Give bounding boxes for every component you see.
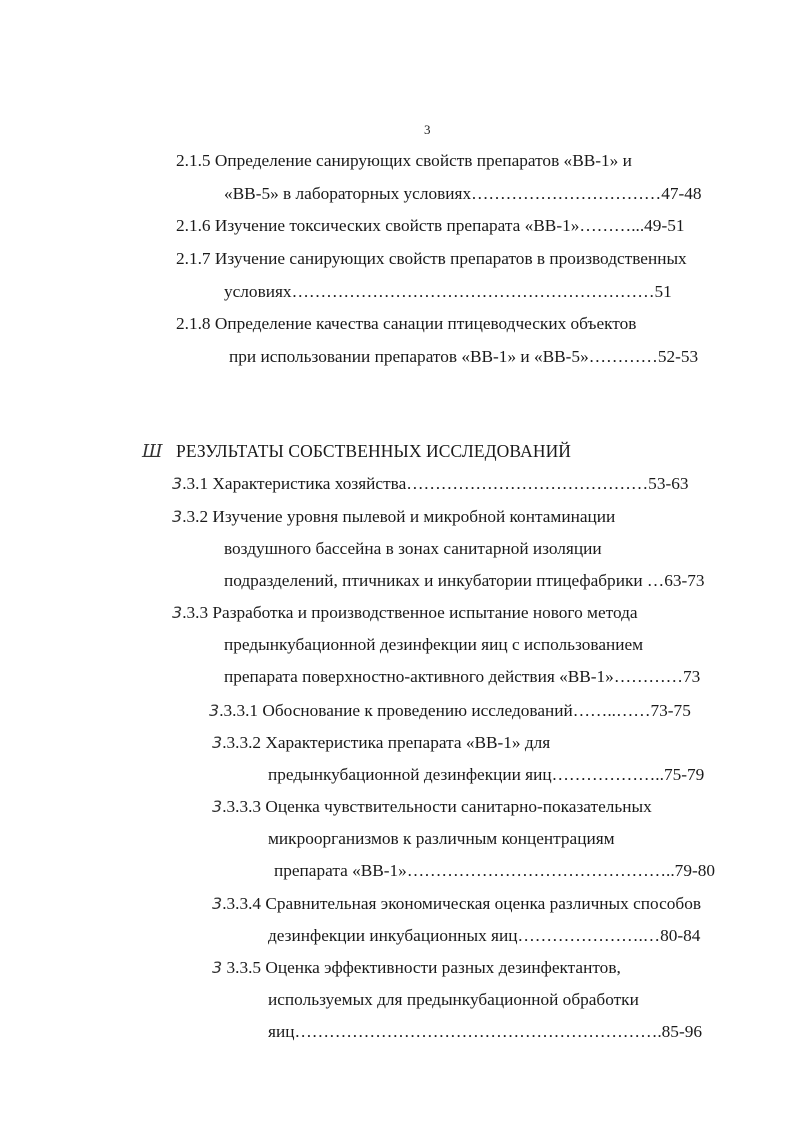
handwritten-chapter-mark: Ш: [142, 441, 163, 462]
toc-entry-3-3-3-4-line-1: [212, 893, 701, 915]
toc-entry-text: 3.3.5 Оценка эффективности разных дезинфектантов,: [222, 958, 621, 977]
toc-entry-text: .3.3.4 Сравнительная экономическая оценка различных способов: [222, 894, 701, 913]
toc-entry-3-3-3-line-1: [172, 602, 638, 624]
toc-entry-3-3-3-1-line-1: [209, 700, 691, 722]
toc-entry-text: .3.2 Изучение уровня пылевой и микробной контаминации: [182, 507, 616, 526]
toc-entry-3-3-3-line-2: предынкубационной дезинфекции яиц с использованием: [224, 635, 644, 654]
toc-entry-3-3-3-5-line-1: [212, 957, 621, 979]
toc-entry-3-3-3-3-line-1: [212, 796, 652, 818]
toc-entry-text: .3.1 Характеристика хозяйства……………………………………53-63: [182, 474, 689, 493]
handwritten-digit: 3: [172, 507, 183, 526]
toc-entry-3-3-2-line-2: воздушного бассейна в зонах санитарной изоляции: [224, 539, 602, 558]
toc-entry-3-3-1-line-1: [172, 473, 689, 495]
handwritten-digit: 3: [212, 797, 223, 816]
toc-entry-3-3-3-line-3: препарата поверхностно-активного действия «ВВ-1»…………73: [224, 667, 701, 686]
toc-entry-text: .3.3.3 Оценка чувствительности санитарно-показательных: [222, 797, 652, 816]
toc-entry-2-1-6-line-1: 2.1.6 Изучение токсических свойств препарата «ВВ-1»………...49-51: [176, 216, 685, 235]
toc-entry-3-3-3-4-line-2: дезинфекции инкубационных яиц………………….…80-84: [268, 926, 701, 945]
toc-entry-2-1-7-line-1: 2.1.7 Изучение санирующих свойств препаратов в производственных: [176, 249, 687, 268]
handwritten-digit: 3: [172, 603, 183, 622]
toc-entry-3-3-3-2-line-1: [212, 732, 550, 754]
toc-entry-2-1-8-line-1: 2.1.8 Определение качества санации птицеводческих объектов: [176, 314, 637, 333]
toc-entry-3-3-3-2-line-2: предынкубационной дезинфекции яиц………………..75-79: [268, 765, 705, 784]
toc-entry-2-1-8-line-2: при использовании препаратов «ВВ-1» и «ВВ-5»…………52-53: [229, 347, 699, 366]
toc-entry-3-3-3-5-line-2: используемых для предынкубационной обработки: [268, 990, 639, 1009]
toc-entry-2-1-7-line-2: условиях………………………………………………………51: [224, 282, 672, 301]
toc-entry-3-3-2-line-1: [172, 506, 615, 528]
toc-entry-3-3-3-5-line-3: яиц……………………………………………………….85-96: [268, 1022, 702, 1041]
page-number: 3: [424, 122, 431, 137]
handwritten-digit: 3: [212, 733, 223, 752]
toc-entry-3-3-2-line-3: подразделений, птичниках и инкубатории птицефабрики …63-73: [224, 571, 705, 590]
handwritten-digit: 3: [212, 958, 223, 977]
toc-entry-3-3-3-3-line-3: препарата «ВВ-1»………………………………………..79-80: [274, 861, 716, 880]
handwritten-digit: 3: [172, 474, 183, 493]
toc-entry-2-1-5-line-2: «ВВ-5» в лабораторных условиях……………………………47-48: [224, 184, 702, 203]
toc-entry-text: .3.3 Разработка и производственное испытание нового метода: [182, 603, 638, 622]
toc-entry-3-3-3-3-line-2: микроорганизмов к различным концентрациям: [268, 829, 615, 848]
toc-entry-text: .3.3.1 Обоснование к проведению исследований……..……73-75: [219, 701, 691, 720]
handwritten-digit: 3: [209, 701, 220, 720]
chapter-3-title: РЕЗУЛЬТАТЫ СОБСТВЕННЫХ ИССЛЕДОВАНИЙ: [176, 441, 572, 461]
handwritten-digit: 3: [212, 894, 223, 913]
toc-entry-2-1-5-line-1: 2.1.5 Определение санирующих свойств препаратов «ВВ-1» и: [176, 151, 632, 170]
toc-entry-text: .3.3.2 Характеристика препарата «ВВ-1» для: [222, 733, 551, 752]
